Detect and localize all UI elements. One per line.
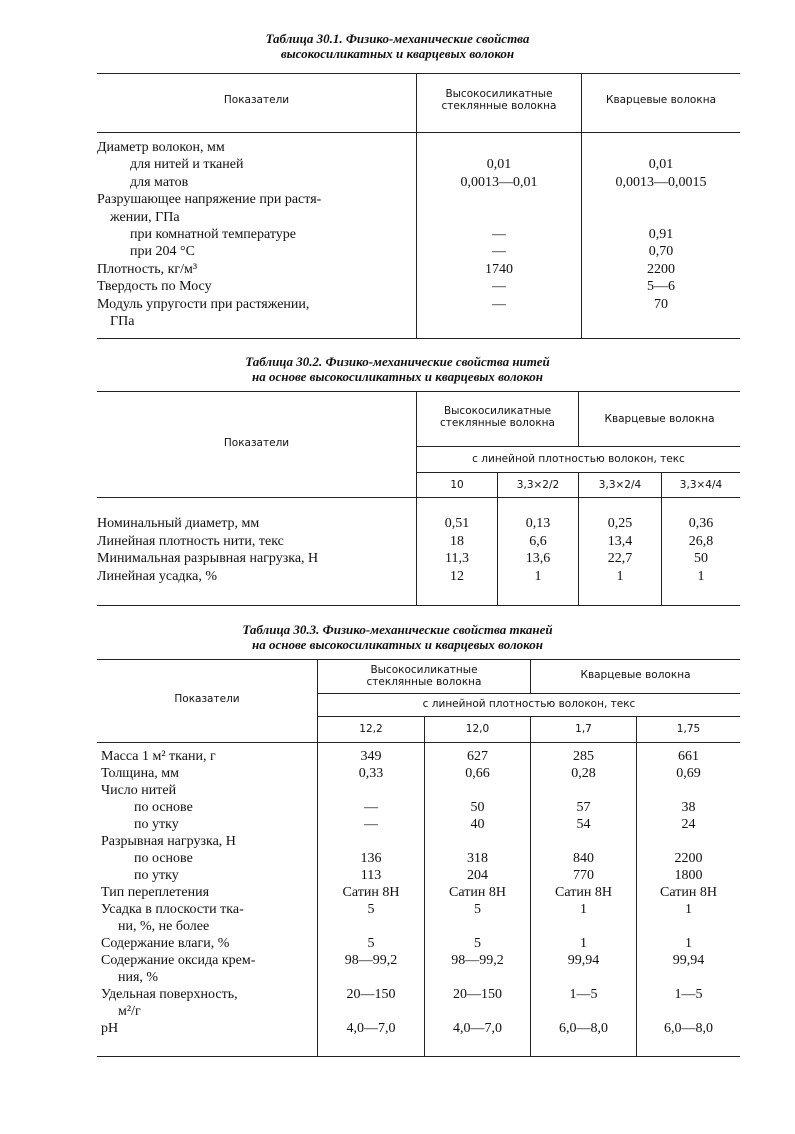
table-3-header-col: 12,2 (359, 723, 383, 735)
table-3-header-col: 12,0 (465, 723, 490, 735)
table-3-cell: 1 (685, 936, 692, 951)
table-3-header-group1-line: Высокосиликатные (370, 664, 478, 676)
table-3-cell: 0,69 (676, 766, 701, 781)
table-1-cell: 0,01 (486, 157, 512, 172)
table-3-cell: 6,0—8,0 (664, 1021, 713, 1036)
table-3-cell: 1 (580, 936, 587, 951)
table-1-cell: — (492, 244, 506, 259)
table-3-row-label: по утку (134, 817, 179, 832)
table-3-header-col: 1,7 (575, 723, 592, 735)
table-3-cell: 38 (681, 800, 696, 815)
table-3-row-label: ни, %, не более (118, 919, 210, 934)
table-3-cell: 1—5 (569, 987, 598, 1002)
table-3-row-label: Толщина, мм (101, 766, 179, 781)
table-2-cell: 0,13 (525, 516, 551, 531)
table-2-cell: 12 (450, 569, 464, 584)
table-2-cell: 18 (450, 534, 464, 549)
table-2-cell: 1 (534, 569, 542, 584)
table-2-group-rule (417, 446, 740, 447)
table-2-cell: 0,25 (607, 516, 633, 531)
table-1-header-col1 (417, 88, 581, 112)
table-2-cell: 13,4 (607, 534, 633, 549)
table-1-caption-line: высокосиликатных и кварцевых волокон (280, 46, 515, 61)
table-1-row-label: Разрушающее напряжение при растя- (97, 192, 322, 207)
table-1-header-col1-line: стеклянные волокна (441, 100, 557, 112)
table-2-cell: 1 (697, 569, 705, 584)
table-1-row-label: ГПа (110, 314, 135, 329)
table-3-cell: 99,94 (567, 953, 600, 968)
table-3-row-label: pH (101, 1021, 119, 1036)
table-3-row-label: Усадка в плоскости тка- (101, 902, 244, 917)
table-3-cell: 20—150 (453, 987, 502, 1002)
table-2-caption-line: на основе высокосиликатных и кварцевых волокон (252, 369, 543, 384)
table-1-cell: 1740 (485, 262, 513, 277)
table-3-cell: 840 (573, 851, 594, 866)
table-1-top-rule (97, 73, 740, 74)
table-1-cell: 0,91 (648, 227, 674, 242)
table-3-cell: 20—150 (346, 987, 396, 1002)
table-2-cell: 13,6 (525, 551, 551, 566)
table-2-row-label: Минимальная разрывная нагрузка, Н (97, 551, 319, 566)
table-1-caption (0, 31, 795, 61)
table-3-row-label: по основе (134, 800, 193, 815)
table-3-header-rule (97, 742, 740, 743)
table-3-row-label: по утку (134, 868, 179, 883)
table-1-cell: 0,70 (648, 244, 674, 259)
table-1-row-label: Плотность, кг/м³ (97, 262, 198, 277)
table-3-cell: Сатин 8Н (660, 885, 717, 900)
table-3-cell: 54 (576, 817, 591, 832)
table-1-caption-line: Таблица 30.1. Физико-механические свойства (265, 31, 530, 46)
table-1-row-label: жении, ГПа (110, 210, 180, 225)
table-2-header-group1 (417, 405, 578, 429)
table-1-row-label: при комнатной температуре (130, 227, 297, 242)
table-2-header-col: 3,3×2/4 (598, 479, 642, 491)
table-3-cell: 2200 (674, 851, 703, 866)
table-3-cell: 57 (576, 800, 591, 815)
table-3-cell: 1800 (674, 868, 703, 883)
table-1-cell: 0,01 (648, 157, 674, 172)
table-3-row-label: по основе (134, 851, 193, 866)
table-1-cell: 2200 (647, 262, 675, 277)
table-3-cell: 1—5 (674, 987, 703, 1002)
table-1-cell: 70 (654, 297, 668, 312)
table-2-row-label: Линейная плотность нити, текс (97, 534, 284, 549)
table-3-header-span: с линейной плотностью волокон, текс (422, 698, 636, 710)
table-2-cell: 26,8 (688, 534, 714, 549)
table-3-cell: 5 (474, 902, 481, 917)
table-2-cell: 1 (616, 569, 624, 584)
table-3-header-param: Показатели (174, 693, 240, 705)
table-3-cell: 204 (467, 868, 488, 883)
table-3-cell: 24 (681, 817, 696, 832)
table-1-header-col1-line: Высокосиликатные (445, 88, 553, 100)
table-3-cell: Сатин 8Н (555, 885, 612, 900)
table-1-cell: — (492, 297, 506, 312)
table-3-cell: 50 (470, 800, 485, 815)
table-2-header-group1-line: Высокосиликатные (443, 405, 552, 417)
table-3-cell: 1 (685, 902, 692, 917)
table-2-bottom-rule (97, 605, 740, 606)
table-3-row-label: Содержание оксида крем- (101, 953, 256, 968)
table-3-row-label: Удельная поверхность, (101, 987, 238, 1002)
table-3-header-group1-line: стеклянные волокна (366, 676, 482, 688)
table-1-header-col2: Кварцевые волокна (605, 94, 716, 106)
table-2-row-label: Линейная усадка, % (97, 569, 218, 584)
table-3-cell: 349 (360, 749, 382, 764)
table-3-span-rule (318, 716, 740, 717)
table-2-header-col: 10 (450, 479, 464, 491)
table-3-caption-line: на основе высокосиликатных и кварцевых волокон (252, 637, 543, 652)
table-3-row-label: Разрывная нагрузка, Н (101, 834, 236, 849)
table-2-cell: 0,36 (688, 516, 714, 531)
table-3-header-group2: Кварцевые волокна (580, 669, 691, 681)
table-3-cell: 99,94 (672, 953, 705, 968)
table-3-row-label: Масса 1 м² ткани, г (101, 749, 216, 764)
table-3-cell: 0,66 (465, 766, 490, 781)
table-3-cell: 0,33 (358, 766, 384, 781)
table-3-cell: 6,0—8,0 (559, 1021, 608, 1036)
table-1-cell: — (492, 279, 506, 294)
table-3-cell: 98—99,2 (451, 953, 504, 968)
table-1-row-label: при 204 °C (130, 244, 195, 259)
table-2-header-col: 3,3×2/2 (516, 479, 560, 491)
table-1-cell: — (492, 227, 506, 242)
table-3-cell: 4,0—7,0 (453, 1021, 502, 1036)
table-3-cell: 627 (467, 749, 488, 764)
table-1-cell: 5—6 (647, 279, 675, 294)
table-2-top-rule (97, 391, 740, 392)
table-3-cell: 5 (367, 902, 375, 917)
table-3-cell: 770 (573, 868, 594, 883)
table-3-cell: Сатин 8Н (342, 885, 400, 900)
table-3-cell: 136 (360, 851, 382, 866)
table-3-cell: 285 (573, 749, 594, 764)
table-3-cell: Сатин 8Н (449, 885, 506, 900)
table-3-caption-line: Таблица 30.3. Физико-механические свойства тканей (242, 622, 553, 637)
table-3-row-label: ния, % (118, 970, 159, 985)
table-3-cell: 5 (367, 936, 375, 951)
table-2-header-rule (97, 497, 740, 498)
table-1-header-rule (97, 132, 740, 133)
table-3-group-rule (318, 693, 740, 694)
table-3-row-label: Содержание влаги, % (101, 936, 230, 951)
table-3-cell: 40 (470, 817, 485, 832)
table-2-cell: 6,6 (529, 534, 547, 549)
table-1-row-label: для матов (130, 175, 189, 190)
table-3-cell: — (364, 800, 378, 815)
table-2-row-label: Номинальный диаметр, мм (97, 516, 260, 531)
table-3-top-rule (97, 659, 740, 660)
table-3-cell: 318 (467, 851, 488, 866)
table-2-header-group1-line: стеклянные волокна (440, 417, 555, 429)
table-2-cell: 11,3 (445, 551, 469, 566)
table-2-header-col: 3,3×4/4 (679, 479, 723, 491)
table-3-cell: 5 (474, 936, 481, 951)
table-3-row-label: Тип переплетения (101, 885, 210, 900)
table-3-cell: 98—99,2 (344, 953, 398, 968)
table-3-row-label: м²/г (118, 1004, 141, 1019)
table-2-caption-line: Таблица 30.2. Физико-механические свойства нитей (245, 354, 550, 369)
table-3-cell: 661 (678, 749, 699, 764)
table-1-row-label: Твердость по Мосу (97, 279, 212, 294)
table-3-row-label: Число нитей (101, 783, 177, 798)
table-3-cell: 4,0—7,0 (346, 1021, 396, 1036)
table-3-bottom-rule (97, 1056, 740, 1057)
table-3-caption (0, 622, 795, 652)
table-3-cell: — (364, 817, 378, 832)
table-2-header-param: Показатели (223, 437, 290, 449)
table-1-bottom-rule (97, 338, 740, 339)
table-1-header-param: Показатели (223, 94, 290, 106)
table-2-cell: 50 (694, 551, 708, 566)
table-2-cell: 0,51 (444, 516, 470, 531)
table-3-header-group1 (318, 664, 530, 688)
table-2-cell: 22,7 (607, 551, 633, 566)
table-1-cell: 0,0013—0,0015 (615, 175, 707, 190)
table-2-caption (0, 354, 795, 384)
table-1-row-label: для нитей и тканей (130, 157, 244, 172)
table-2-header-span: с линейной плотностью волокон, текс (472, 453, 685, 465)
table-1-row-label: Диаметр волокон, мм (97, 140, 225, 155)
table-3-cell: 113 (360, 868, 382, 883)
table-3-cell: 0,28 (571, 766, 596, 781)
table-3-header-col: 1,75 (676, 723, 701, 735)
table-1-cell: 0,0013—0,01 (460, 175, 538, 190)
table-2-header-group2: Кварцевые волокна (604, 413, 715, 425)
table-3-cell: 1 (580, 902, 587, 917)
table-1-row-label: Модуль упругости при растяжении, (97, 297, 310, 312)
